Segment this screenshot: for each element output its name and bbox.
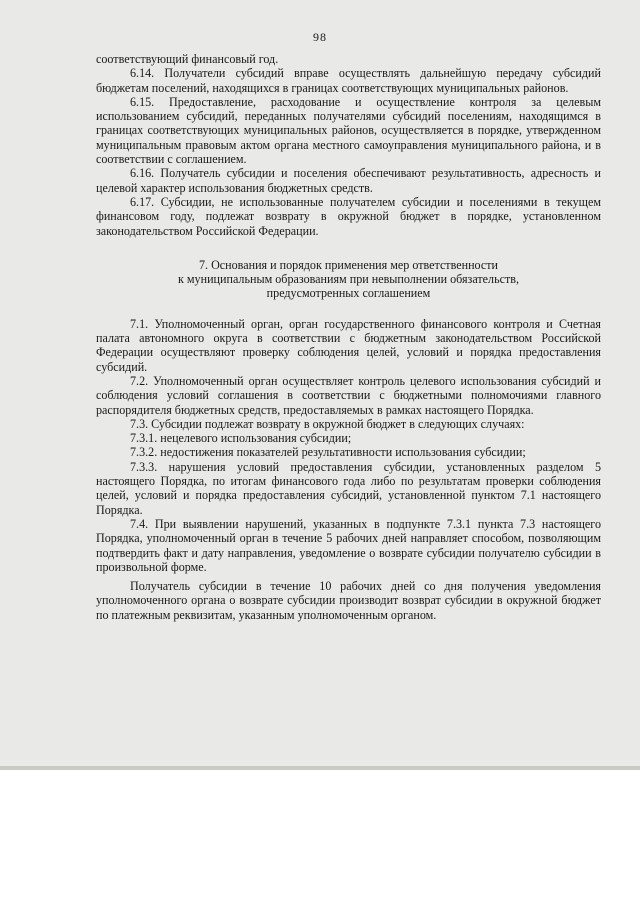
- heading-line-3: предусмотренных соглашением: [266, 286, 431, 301]
- paragraph-7-4: 7.4. При выявлении нарушений, указанных в подпункте 7.3.1 пункта 7.3 настоящего Порядка, уполномоченный орган в течение 5 рабочих дней направляет способом, позволяющим подтвердить факт и дату направления, уведомление о возврате субсидии получателю субсидии в произвольной форме.: [96, 516, 601, 574]
- paragraph-6-17: 6.17. Субсидии, не использованные получателем субсидии и поселениями в текущем финансовом году, подлежат возврату в окружной бюджет в порядке, установленном законодательством Российской Федерации.: [96, 194, 601, 238]
- paragraph-7-3-3: 7.3.3. нарушения условий предоставления субсидии, установленных разделом 5 настоящего Порядка, по итогам финансового года либо по результатам проверки соблюдения целей, условий и порядка предоставления субсидий, установленной пунктом 7.1 настоящего Порядка.: [96, 459, 601, 517]
- paragraph-6-15: 6.15. Предоставление, расходование и осуществление контроля за целевым использованием субсидий, переданных получателями субсидий поселениям, находящимся в границах соответствующих муниципальных районов, осуществляется в порядке, утвержденном муниципальным правовым актом органа местного самоуправления муниципального района, и в соответствии с соглашением.: [96, 94, 601, 167]
- section-7-heading: [96, 258, 601, 301]
- heading-line-2: к муниципальным образованиям при невыполнении обязательств,: [178, 272, 519, 287]
- paragraph-continuation: соответствующий финансовый год.: [96, 52, 279, 66]
- document-body: [96, 52, 601, 622]
- paragraph-7-4-continued: Получатель субсидии в течение 10 рабочих дней со дня получения уведомления уполномоченного органа о возврате субсидии производит возврат субсидии в окружной бюджет по платежным реквизитам, указанным уполномоченным органом.: [96, 579, 601, 622]
- paragraph-7-3-2: 7.3.2. недостижения показателей результативности использования субсидии;: [130, 445, 526, 460]
- paragraph-7-1: 7.1. Уполномоченный орган, орган государственного финансового контроля и Счетная палата автономного округа в соответствии с бюджетным законодательством Российской Федерации осуществляют проверку соблюдения целей, условий и порядка предоставления субсидий.: [96, 316, 601, 374]
- heading-line-1: 7. Основания и порядок применения мер ответственности: [198, 257, 499, 272]
- paragraph-7-3: 7.3. Субсидии подлежат возврату в окружной бюджет в следующих случаях:: [130, 416, 525, 431]
- paragraph-7-3-1: 7.3.1. нецелевого использования субсидии;: [130, 431, 352, 446]
- page-number: 98: [313, 30, 327, 44]
- paragraph-7-2: 7.2. Уполномоченный орган осуществляет контроль целевого использования субсидий и соблюдения условий соглашения в соответствии с бюджетными полномочиями главного распорядителя бюджетных средств, предоставляемых в рамках настоящего Порядка.: [96, 373, 601, 417]
- paragraph-6-14: 6.14. Получатели субсидий вправе осуществлять дальнейшую передачу субсидий бюджетам поселений, находящихся в границах соответствующих муниципальных районов.: [96, 66, 601, 95]
- paragraph-6-16: 6.16. Получатель субсидии и поселения обеспечивают результативность, адресность и целевой характер использования бюджетных средств.: [96, 166, 601, 195]
